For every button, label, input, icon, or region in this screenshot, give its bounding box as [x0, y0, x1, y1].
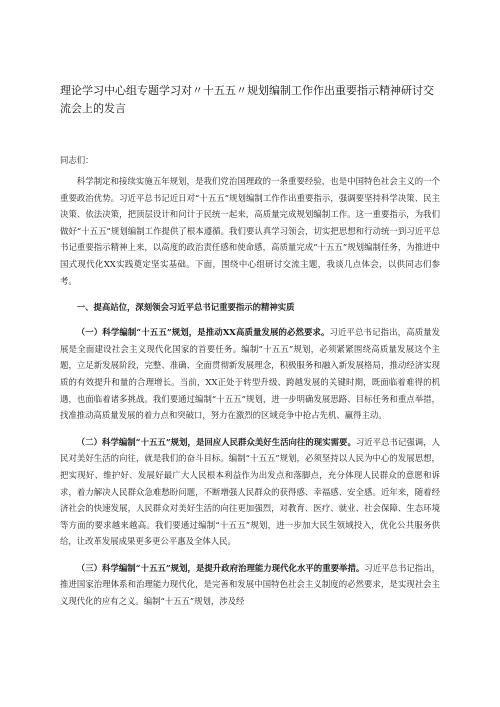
point-heading-1: （一）科学编制“十五五”规划，是推动XX高质量发展的必然要求。 — [76, 327, 330, 338]
point-heading-3: （三）科学编制“十五五”规划，是提升政府治理能力现代化水平的重要举措。 — [76, 562, 365, 573]
intro-paragraph: 科学制定和接续实施五年规划，是我们党治国理政的一条重要经验，也是中国特色社会主义的一个重要政治优势。习近平总书记近日对“十五五”规划编制工作作出重要指示，强调要坚持科学决策、民主决策、依法决策，把顶层设计和问计于民统一起来，高质量完成规划编制工作。这一重要指示，为我们做好“十五五”规划编制工作提供了根本遵循。我们要认真学习领会，切实把思想和行动统一到习近平总书记重要指示精神上来，以高度的政治责任感和使命感，高质量完成“十五五”规划编制任务，为推进中国式现代化XX实践奠定坚实基础。下面，围绕中心组研讨交流主题，我谈几点体会，以供同志们参考。 — [60, 176, 440, 286]
point-heading-2: （二）科学编制“十五五”规划，是回应人民群众美好生活向往的现实需要。 — [76, 436, 356, 447]
point-paragraph-2 — [60, 434, 440, 550]
point-body-2: 习近平总书记强调，人民对美好生活的向往，就是我们的奋斗目标。编制“十五五”规划，必须坚持以人民为中心的发展思想，把实现好、维护好、发展好最广大人民根本利益作为出发点和落脚点，充分体现人民群众的意愿和诉求，着力解决人民群众急难愁盼问题，不断增强人民群众的获得感、幸福感、安全感。近年来，随着经济社会的快速发展，人民群众对美好生活的向往更加强烈，对教育、医疗、就业、社会保障、生态环境等方面的要求越来越高。我们要通过编制“十五五”规划，进一步加大民生领域投入，优化公共服务供给，让改革发展成果更多更公平惠及全体人民。 — [60, 436, 441, 547]
point-body-1: 习近平总书记指出，高质量发展是全面建设社会主义现代化国家的首要任务。编制“十五五”规划，必须紧紧围绕高质量发展这个主题，立足新发展阶段，完整、准确、全面贯彻新发展理念，积极服务和融入新发展格局，推动经济实现质的有效提升和量的合理增长。当前，XX正处于转型升级、跨越发展的关键时期，既面临着难得的机遇，也面临着诸多挑战。我们要通过编制“十五五”规划，进一步明确发展思路、目标任务和重点举措，找准推动高质量发展的着力点和突破口，努力在激烈的区域竞争中抢占先机、赢得主动。 — [60, 327, 440, 421]
section-heading: 一、提高站位，深刻领会习近平总书记重要指示的精神实质 — [76, 302, 295, 313]
point-paragraph-3 — [60, 560, 440, 610]
point-body-3: 习近平总书记指出，推进国家治理体系和治理能力现代化，是完善和发展中国特色社会主义制度的必然要求，是实现社会主义现代化的应有之义。编制“十五五”规划，涉及经 — [60, 562, 440, 607]
salutation: 同志们： — [60, 155, 94, 165]
point-paragraph-1 — [60, 324, 440, 424]
document-title: 理论学习中心组专题学习对〃十五五〃规划编制工作作出重要指示精神研讨交流会上的发言 — [60, 84, 434, 115]
